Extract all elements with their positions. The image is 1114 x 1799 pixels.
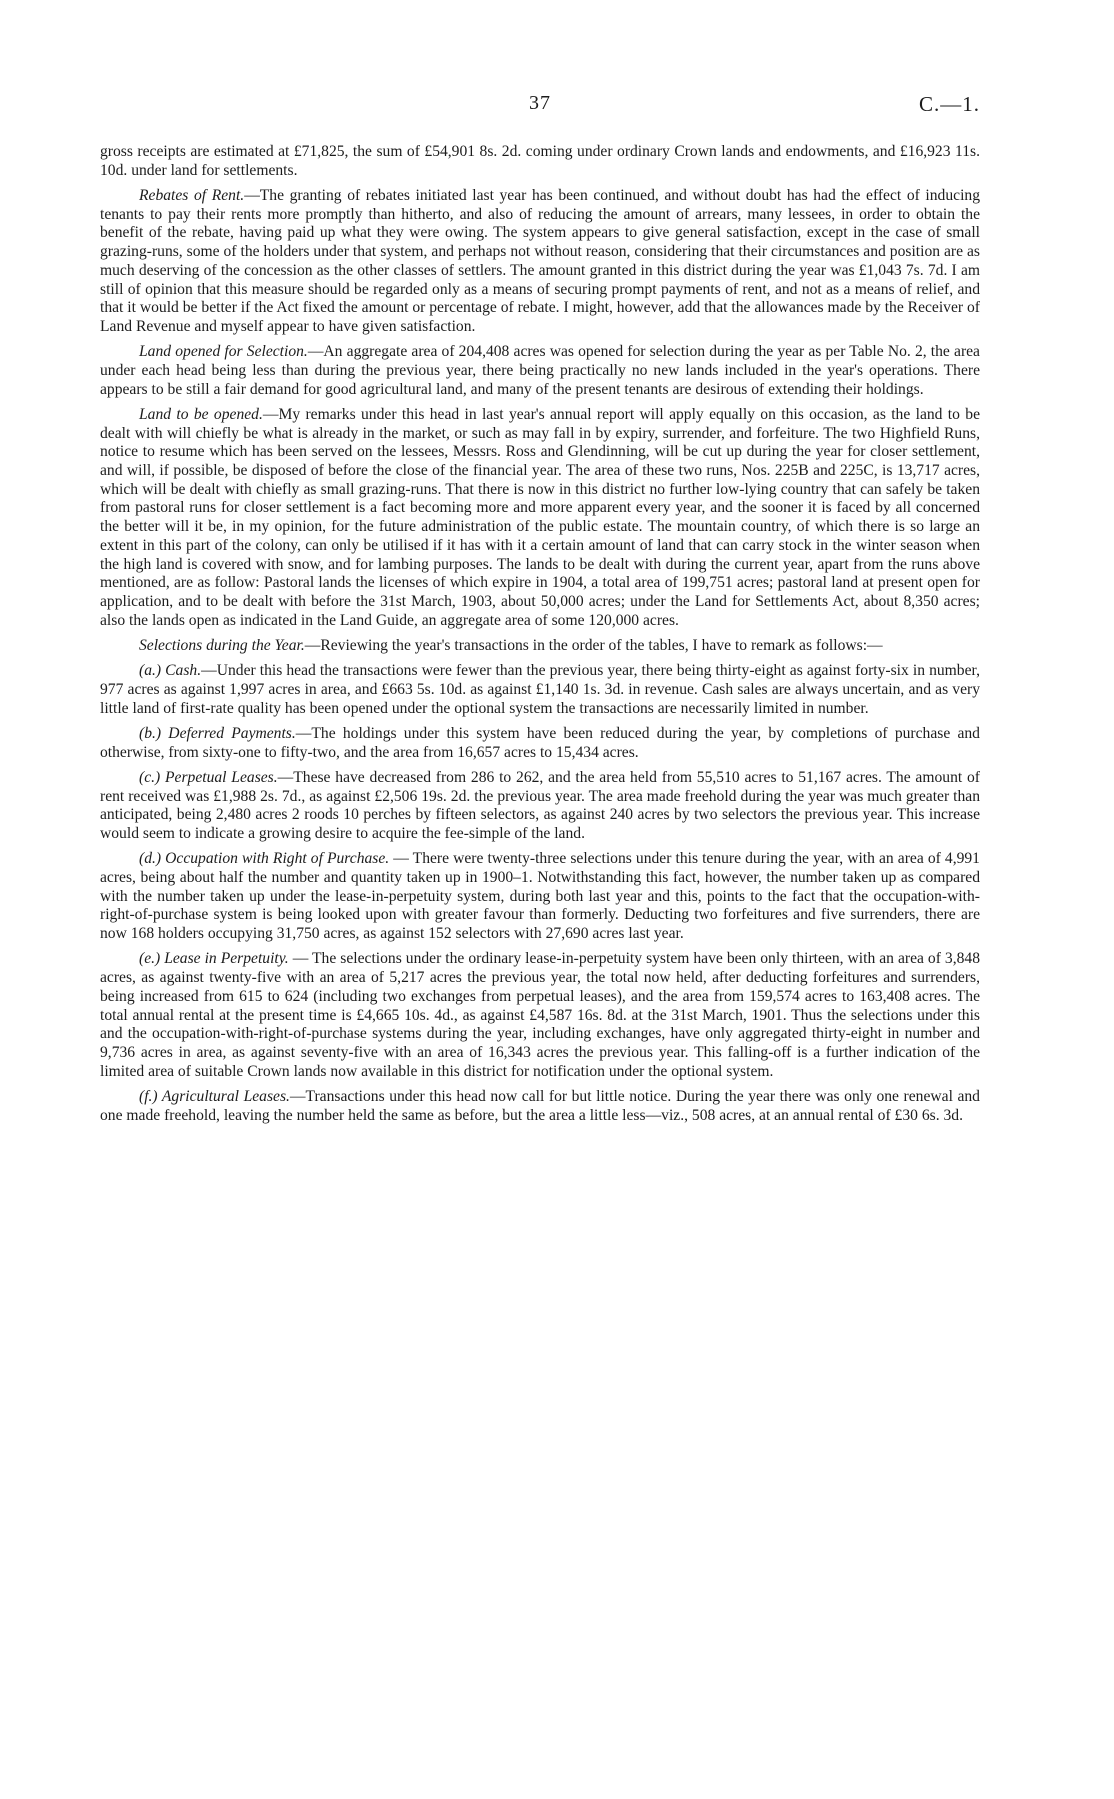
paragraph-cash xyxy=(100,662,980,718)
paragraph-text: —An aggregate area of 204,408 acres was opened for selection during the year as per Table No. 2, the area under each head being less than during the previous year, there being practically no new lands included in the year's operations. There appears to be still a fair demand for good agricultural land, and many of the present tenants are desirous of extending their holdings. xyxy=(100,343,980,398)
paragraph-occupation-right-of-purchase xyxy=(100,850,980,944)
paragraph-heading: (a.) Cash. xyxy=(139,662,202,680)
paragraph-text: —These have decreased from 286 to 262, and the area held from 55,510 acres to 51,167 acres. The amount of rent received was £1,988 2s. 7d., as against £2,506 19s. 2d. the previous year. The area made freehold during the year was much greater than anticipated, being 2,480 acres 2 roods 10 perches by fifteen selectors, as against 240 acres by two selectors the previous year. This increase would seem to indicate a growing desire to acquire the fee-simple of the land. xyxy=(100,768,980,843)
paragraph-text: —My remarks under this head in last year's annual report will apply equally on this occasion, as the land to be dealt with will chiefly be what is already in the market, or such as may fall in by expiry, surrender, and forfeiture. The two Highfield Runs, notice to resume which has been served on the lessees, Messrs. Ross and Glendinning, will be cut up during the year for closer settlement, and will, if possible, be disposed of before the close of the financial year. The area of these two runs, Nos. 225B and 225C, is 13,717 acres, which will be dealt with chiefly as small grazing-runs. That there is now in this district no further low-lying country that can safely be taken from pastoral runs for closer settlement is a fact becoming more and more apparent every year, and the sooner it is faced by all concerned the better will it be, in my opinion, for the future administration of the public estate. The mountain country, of which there is so large an extent in this part of the colony, can only be utilised if it has with it a certain amount of land that can carry stock in the winter season when the high land is covered with snow, and for lambing purposes. The lands to be dealt with during the current year, apart from the runs above mentioned, are as follow: Pastoral lands the licenses of which expire in 1904, a total area of 199,751 acres; pastoral land at present open for application, and to be dealt with before the 31st March, 1903, about 50,000 acres; under the Land for Settlements Act, about 8,350 acres; also the lands open as indicated in the Land Guide, an aggregate area of some 120,000 acres. xyxy=(100,405,980,629)
paragraph-heading: (c.) Perpetual Leases. xyxy=(139,768,278,786)
paragraph-text: —The granting of rebates initiated last year has been continued, and without doubt has had the effect of inducing tenants to pay their rents more promptly than hitherto, and also of reducing the amount of arrears, many lessees, in order to obtain the benefit of the rebate, having paid up what they were owing. The system appears to give general satisfaction, except in the case of small grazing-runs, some of the holders under that system, and perhaps not without reason, considering that their circumstances and position are as much deserving of the concession as the other classes of settlers. The amount granted in this district during the year was £1,043 7s. 7d. I am still of opinion that this measure should be regarded only as a means of securing prompt payments of rent, and not as a means of relief, and that it would be better if the Act fixed the amount or percentage of rebate. I might, however, add that the allowances made by the Receiver of Land Revenue and myself appear to have given satisfaction. xyxy=(100,187,981,335)
paragraph-perpetual-leases xyxy=(100,769,980,844)
paragraph-text: — There were twenty-three selections under this tenure during the year, with an area of 4,991 acres, being about half the number and quantity taken up in 1900–1. Notwithstanding this fact, however, the number taken up as compared with the number taken up under the lease-in-perpetuity system, during both last year and this, points to the fact that the occupation-with-right-of-purchase system is being looked upon with greater favour than formerly. Deducting two forfeitures and five surrenders, there are now 168 holders occupying 31,750 acres, as against 152 selectors with 27,690 acres last year. xyxy=(100,850,980,943)
paragraph-selections-during-year xyxy=(100,637,980,656)
paragraph-agricultural-leases xyxy=(100,1088,980,1125)
paragraph-text: —The holdings under this system have been reduced during the year, by completions of purchase and otherwise, from sixty-one to fifty-two, and the area from 16,657 acres to 15,434 acres. xyxy=(100,724,980,761)
paragraph-heading: (e.) Lease in Perpetuity. xyxy=(139,950,289,968)
paragraph-text: — The selections under the ordinary lease-in-perpetuity system have been only thirteen, with an area of 3,848 acres, as against twenty-five with an area of 5,217 acres the previous year, the total now held, after deducting forfeitures and surrenders, being increased from 615 to 624 (including two exchanges from perpetual leases), and the area from 159,574 acres to 163,408 acres. The total annual rental at the present time is £4,665 10s. 4d., as against £4,587 16s. 8d. at the 31st March, 1901. Thus the selections under this and the occupation-with-right-of-purchase systems during the year, including exchanges, have only aggregated thirty-eight in number and 9,736 acres in area, as against seventy-five with an area of 16,343 acres the previous year. This falling-off is a further indication of the limited area of suitable Crown lands now available in this district for notification under the optional system. xyxy=(100,950,980,1080)
paragraph-text: —Under this head the transactions were fewer than the previous year, there being thirty-eight as against forty-six in number, 977 acres as against 1,997 acres in area, and £663 5s. 10d. as against £1,140 1s. 3d. in revenue. Cash sales are always uncertain, and as very little land of first-rate quality has been opened under the optional system the transactions are necessarily limited in number. xyxy=(100,662,980,717)
report-body xyxy=(100,143,980,1125)
paragraph-text: —Transactions under this head now call for but little notice. During the year there was only one renewal and one made freehold, leaving the number held the same as before, but the area a little less—viz., 508 acres, at an annual rental of £30 6s. 3d. xyxy=(100,1087,980,1124)
paragraph-lease-in-perpetuity xyxy=(100,950,980,1081)
paragraph-heading: (f.) Agricultural Leases. xyxy=(139,1087,290,1105)
paragraph-land-to-be-opened xyxy=(100,406,980,630)
paragraph-heading: Rebates of Rent. xyxy=(139,187,245,204)
paragraph-deferred-payments xyxy=(100,725,980,762)
page-number: 37 xyxy=(529,92,551,114)
paragraph-rebates-of-rent xyxy=(100,187,980,337)
page-header xyxy=(100,92,980,122)
document-code: C.—1. xyxy=(918,92,980,116)
paragraph-heading: Land opened for Selection. xyxy=(139,343,308,361)
paragraph-heading: (b.) Deferred Payments. xyxy=(139,724,296,742)
paragraph-land-opened xyxy=(100,343,980,399)
paragraph-heading: Land to be opened. xyxy=(139,405,263,423)
paragraph-text: —Reviewing the year's transactions in the order of the tables, I have to remark as follows:— xyxy=(304,636,883,654)
paragraph-heading: Selections during the Year. xyxy=(139,636,305,654)
paragraph-text: gross receipts are estimated at £71,825, the sum of £54,901 8s. 2d. coming under ordinary Crown lands and endowments, and £16,923 11s. 10d. under land for settlements. xyxy=(100,143,980,179)
paragraph-heading: (d.) Occupation with Right of Purchase. xyxy=(139,850,390,868)
paragraph-gross-receipts xyxy=(100,143,980,180)
